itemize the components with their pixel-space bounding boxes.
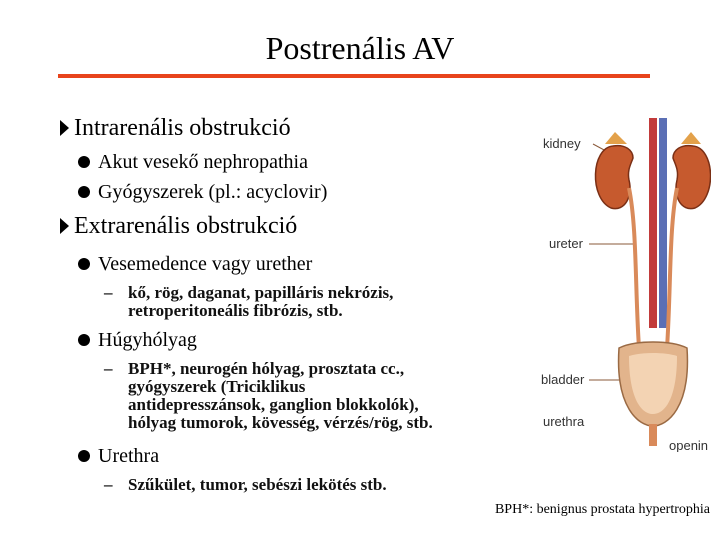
triangle-bullet-icon [60, 120, 69, 136]
footnote: BPH*: benignus prostata hypertrophia [494, 502, 710, 517]
dash-bullet: – [104, 283, 113, 302]
dash-bullet: – [104, 475, 113, 494]
urethra-label: urethra [543, 414, 585, 429]
round-bullet-icon [78, 450, 90, 462]
title-underline [58, 74, 650, 78]
bladder-label: bladder [541, 372, 585, 387]
right-kidney-shape [673, 146, 711, 209]
round-bullet-icon [78, 258, 90, 270]
ureter-label: ureter [549, 236, 583, 251]
triangle-bullet-icon [60, 218, 69, 234]
opening-label: openin [669, 438, 709, 452]
left-kidney-shape [595, 146, 633, 209]
round-bullet-icon [78, 334, 90, 346]
urethra-shape [649, 424, 657, 446]
aorta-shape [649, 118, 657, 328]
kidney-label: kidney [543, 136, 581, 151]
round-bullet-icon [78, 186, 90, 198]
dash-bullet: – [104, 359, 113, 378]
urinary-tract-illustration [541, 108, 711, 452]
round-bullet-icon [78, 156, 90, 168]
slide-title: Postrenális AV [265, 30, 455, 66]
vena-cava-shape [659, 118, 667, 328]
